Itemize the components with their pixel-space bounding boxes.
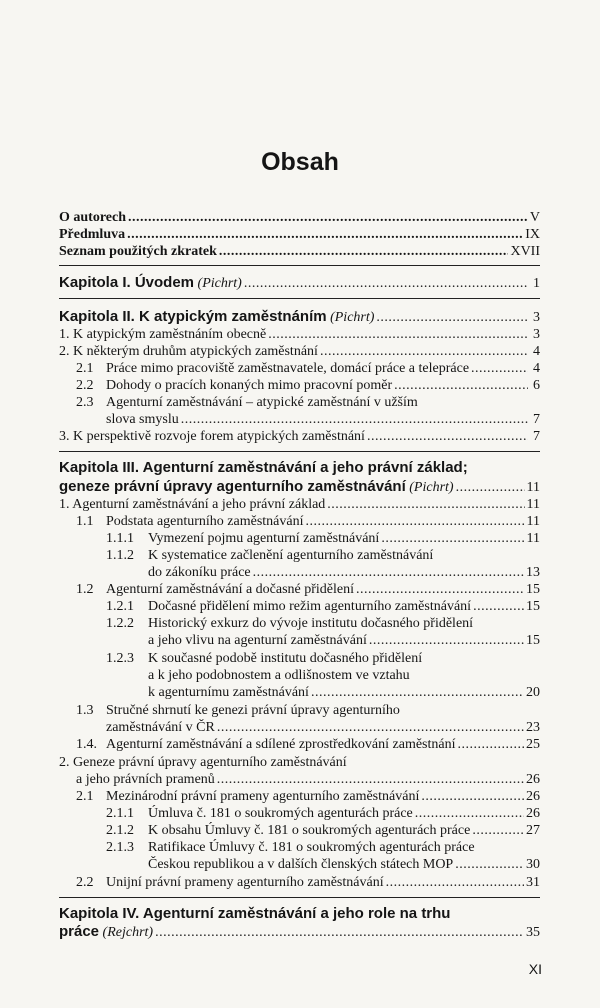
divider — [59, 451, 540, 452]
toc-number: 2.1.1 — [106, 806, 134, 821]
toc-number: 1.2.3 — [106, 651, 134, 666]
toc-number: 2.1.2 — [106, 823, 134, 838]
toc-number: 1.4. — [76, 737, 97, 752]
toc-number: 2.1.3 — [106, 840, 134, 855]
toc-entry-text: Agenturní zaměstnávání – atypické zaměstnání v užším — [106, 395, 418, 410]
toc-entry[interactable]: K obsahu Úmluvy č. 181 o soukromých agenturách práce ..... 27 — [148, 823, 540, 839]
toc-entry[interactable]: Vymezení pojmu agenturní zaměstnávání ..... 11 — [148, 531, 540, 547]
toc-entry-abbreviations[interactable]: Seznam použitých zkratek ..... XVII — [59, 244, 540, 260]
divider — [59, 298, 540, 299]
toc-chapter-2[interactable]: Kapitola II. K atypickým zaměstnáním (Pichrt) ..... 3 — [59, 309, 540, 326]
toc-number: 1.3 — [76, 703, 94, 718]
toc-number: 2.1 — [76, 361, 94, 376]
toc-entry[interactable]: 1. K atypickým zaměstnáním obecně ..... 3 — [59, 327, 540, 343]
toc-number: 1.1.1 — [106, 531, 134, 546]
toc-entry[interactable]: 3. K perspektivě rozvoje forem atypických zaměstnání ..... 7 — [59, 429, 540, 445]
divider — [59, 265, 540, 266]
toc-number: 1.2.1 — [106, 599, 134, 614]
toc-entry[interactable]: k agenturnímu zaměstnávání ..... 20 — [148, 685, 540, 701]
toc-number: 1.1 — [76, 514, 94, 529]
toc-entry[interactable]: Mezinárodní právní prameny agenturního zaměstnávání ..... 26 — [106, 789, 540, 805]
toc-entry-text: Ratifikace Úmluvy č. 181 o soukromých agenturách práce — [148, 840, 475, 855]
toc-entry-text: a k jeho podobnostem a odlišnostem ve vztahu — [148, 668, 410, 683]
toc-entry[interactable]: Dohody o pracích konaných mimo pracovní poměr ..... 6 — [106, 378, 540, 394]
toc-number: 2.3 — [76, 395, 94, 410]
toc-entry[interactable]: Práce mimo pracoviště zaměstnavatele, domácí práce a telepráce ..... 4 — [106, 361, 540, 377]
toc-entry-text: Stručné shrnutí ke genezi právní úpravy agenturního — [106, 703, 400, 718]
toc-chapter-4[interactable]: práce (Rejchrt) ..... 35 — [59, 924, 540, 941]
divider — [59, 897, 540, 898]
toc-entry-authors[interactable]: O autorech ..... V — [59, 210, 540, 226]
toc-entry[interactable]: Agenturní zaměstnávání a sdílené zprostředkování zaměstnání ..... 25 — [106, 737, 540, 753]
toc-entry-preface[interactable]: Předmluva ..... IX — [59, 227, 540, 243]
toc-entry-text: Historický exkurz do vývoje institutu dočasného přidělení — [148, 616, 474, 631]
toc-entry[interactable]: slova smyslu ..... 7 — [106, 412, 540, 428]
toc-number: 1.2.2 — [106, 616, 134, 631]
toc-entry[interactable]: Unijní právní prameny agenturního zaměstnávání ..... 31 — [106, 875, 540, 891]
toc-number: 2.2 — [76, 378, 94, 393]
toc-entry[interactable]: 1. Agenturní zaměstnávání a jeho právní základ ..... 11 — [59, 497, 540, 513]
toc-number: 1.1.2 — [106, 548, 134, 563]
toc-entry[interactable]: zaměstnávání v ČR ..... 23 — [106, 720, 540, 736]
toc-entry[interactable]: a jeho právních pramenů ..... 26 — [76, 772, 540, 788]
toc-chapter-3[interactable]: geneze právní úpravy agenturního zaměstnávání (Pichrt) ..... 11 — [59, 479, 540, 496]
toc-entry[interactable]: Dočasné přidělení mimo režim agenturního zaměstnávání ..... 15 — [148, 599, 540, 615]
toc-entry[interactable]: 2. K některým druhům atypických zaměstnání ..... 4 — [59, 344, 540, 360]
page-title: Obsah — [261, 148, 339, 176]
toc-entry[interactable]: do zákoníku práce ..... 13 — [148, 565, 540, 581]
toc-entry[interactable]: Podstata agenturního zaměstnávání ..... 11 — [106, 514, 540, 530]
toc-entry[interactable]: Úmluva č. 181 o soukromých agenturách práce ..... 26 — [148, 806, 540, 822]
toc-number: 2.2 — [76, 875, 94, 890]
toc-number: 1.2 — [76, 582, 94, 597]
toc-chapter-1[interactable]: Kapitola I. Úvodem (Pichrt) ..... 1 — [59, 275, 540, 292]
page-number: XI — [528, 961, 542, 977]
toc-chapter-3-title[interactable]: Kapitola III. Agenturní zaměstnávání a jeho právní základ; — [59, 459, 468, 476]
toc-number: 2.1 — [76, 789, 94, 804]
toc-entry-text: K systematice začlenění agenturního zaměstnávání — [148, 548, 434, 563]
toc-entry[interactable]: Českou republikou a v dalších členských státech MOP ..... 30 — [148, 857, 540, 873]
toc-entry[interactable]: Agenturní zaměstnávání a dočasné přidělení ..... 15 — [106, 582, 540, 598]
toc-entry[interactable]: a jeho vlivu na agenturní zaměstnávání ..... 15 — [148, 633, 540, 649]
toc-chapter-4-title[interactable]: Kapitola IV. Agenturní zaměstnávání a jeho role na trhu — [59, 905, 451, 922]
toc-entry-text: K současné podobě institutu dočasného přidělení — [148, 651, 423, 666]
toc-entry-text: 2. Geneze právní úpravy agenturního zaměstnávání — [59, 755, 347, 770]
